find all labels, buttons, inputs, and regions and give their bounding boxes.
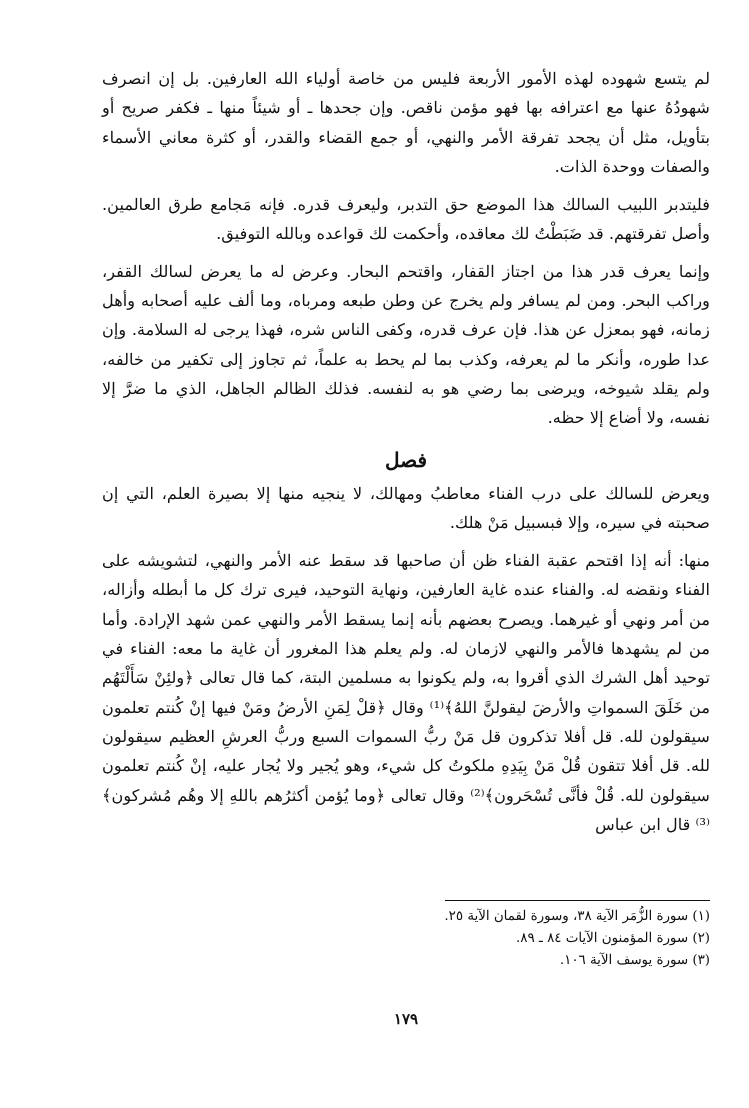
- paragraph-3: وإنما يعرف قدر هذا من اجتاز القفار، واقتحم البحار. وعرض له ما يعرض لسالك القفر، وراكب البحر. ومن لم يسافر ولم يخرج عن وطن طبعه ومرباه، وما ألف عليه أصحابه وأهل زمانه، فهو بمعزل عن هذا. فإن عرف قدره، وكفى الناس شره، فهذا يرجى له السلامة. وإن عدا طوره، وأنكر ما لم يعرفه، وكذب بما لم يحط به علماً، ثم تجاوز إلى تكفير من خالفه، ولم يقلد شيوخه، ويرضى بما رضي هو به لنفسه. فذلك الظالم الجاهل، الذي ما ضرَّ إلا نفسه، ولا أضاع إلا حظه.: [102, 261, 710, 428]
- paragraph-4: ويعرض للسالك على درب الفناء معاطبُ ومهالك، لا ينجيه منها إلا بصيرة العلم، التي إن صحبته في سيره، وإلا فبسبيل مَنْ هلك.: [102, 483, 710, 532]
- footnote-separator: [445, 900, 710, 901]
- footnote-2: (٢) سورة المؤمنون الآيات ٨٤ ـ ٨٩.: [516, 931, 710, 946]
- footnotes: [102, 906, 710, 972]
- page-number: ١٧٩: [393, 1010, 419, 1028]
- paragraph-5: منها: أنه إذا اقتحم عقبة الفناء ظن أن صاحبها قد سقط عنه الأمر والنهي، لتشويشه على الفناء ونقضه له. والفناء عنده غاية العارفين، ونهاية التوحيد، فيرى ترك كل ما أبطله وأزاله، من أمر ونهي أو غيرهما. ويصرح بعضهم بأنه إنما يسقط الأمر والنهي عمن شهد الإرادة. وأما من لم يشهدها فالأمر والنهي لازمان له. ولم يعلم هذا المغرور أن غاية ما معه: الفناء في توحيد أهل الشرك الذي أقروا به، ولم يكونوا به مسلمين البتة، كما قال تعالى ﴿ولئِنْ سَأَلْتَهُم من خَلَقَ السمواتِ والأرضَ ليقولنَّ اللهُ﴾⁽¹⁾ وقال ﴿قلْ لِمَنِ الأرضُ ومَنْ فيها إنْ كُنتم تعلمون سيقولون لله. قل أفلا تذكرون قل مَنْ ربُّ السموات السبع وربُّ العرشِ العظيم سيقولون لله. قل أفلا تتقون قُلْ مَنْ بِيَدِهِ ملكوتُ كل شيء، وهو يُجير ولا يُجار عليه، إنْ كُنتم تعلمون سيقولون لله. قُلْ فأنَّى تُسْحَرون﴾⁽²⁾ وقال تعالى ﴿وما يُؤمن أكثرُهم باللهِ إلا وهُم مُشركون﴾⁽³⁾ قال ابن عباس: [102, 551, 710, 834]
- footnote-3: (٣) سورة يوسف الآية ١٠٦.: [559, 953, 710, 968]
- paragraph-1: لم يتسع شهوده لهذه الأمور الأربعة فليس من خاصة أولياء الله العارفين. بل إن انصرف شهودُهُ عنها مع اعترافه بها فهو مؤمن ناقص. وإن جحدها ـ أو شيئاً منها ـ فكفر صريح أو بتأويل، مثل أن يجحد تفرقة الأمر والنهي، أو جمع القضاء والقدر، أو كثرة معاني الأسماء والصفات ووحدة الذات.: [102, 69, 710, 176]
- paragraph-2: فليتدبر اللبيب السالك هذا الموضع حق التدبر، وليعرف قدره. فإنه مَجامع طرق العالمين. وأصل تفرقتهم. قد ضَبَطْتُ لك معاقده، وأحكمت لك قواعده وبالله التوفيق.: [102, 195, 710, 244]
- book-page: [102, 64, 710, 1064]
- footnote-1: (١) سورة الزُّمَر الآية ٣٨، وسورة لقمان الآية ٢٥.: [444, 909, 710, 924]
- section-heading: فصل: [384, 447, 428, 472]
